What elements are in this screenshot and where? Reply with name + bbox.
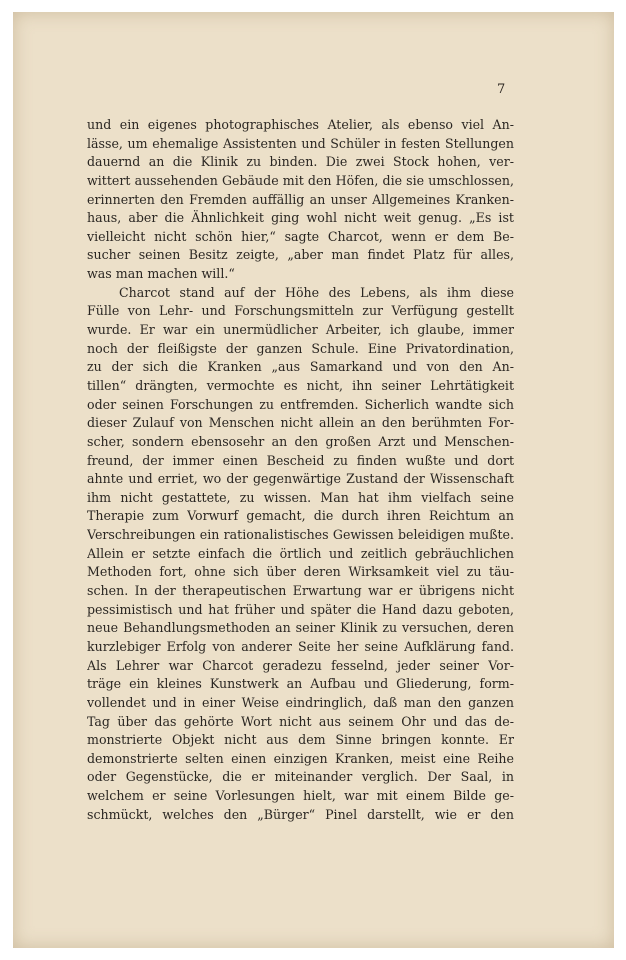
- text-line: schmückt, welches den „Bürger“ Pinel darstellt, wie er den: [87, 806, 514, 822]
- text-line: was man machen will.“: [87, 266, 235, 282]
- page-number: 7: [497, 82, 506, 97]
- text-line: schen. In der therapeutischen Erwartung war er übrigens nicht: [87, 583, 514, 599]
- text-line: Therapie zum Vorwurf gemacht, die durch ihren Reichtum an: [87, 508, 514, 524]
- text-line: ihm nicht gestattete, zu wissen. Man hat ihm vielfach seine: [87, 489, 514, 505]
- text-line: Verschreibungen ein rationalistisches Gewissen beleidigen mußte.: [87, 527, 514, 543]
- text-line: oder Gegenstücke, die er miteinander verglich. Der Saal, in: [87, 769, 514, 785]
- text-line: neue Behandlungsmethoden an seiner Klinik zu versuchen, deren: [87, 620, 514, 636]
- text-line: wurde. Er war ein unermüdlicher Arbeiter, ich glaube, immer: [87, 322, 514, 338]
- text-line: sucher seinen Besitz zeigte, „aber man findet Platz für alles,: [87, 247, 514, 263]
- text-line: monstrierte Objekt nicht aus dem Sinne bringen konnte. Er: [87, 732, 514, 748]
- text-line: Methoden fort, ohne sich über deren Wirksamkeit viel zu täu-: [87, 564, 514, 580]
- text-line: erinnerten den Fremden auffällig an unser Allgemeines Kranken-: [87, 191, 514, 207]
- text-line: demonstrierte selten einen einzigen Kranken, meist eine Reihe: [87, 750, 514, 766]
- text-line: wittert aussehenden Gebäude mit den Höfen, die sie umschlossen,: [87, 172, 514, 188]
- text-line: haus, aber die Ähnlichkeit ging wohl nicht weit genug. „Es ist: [87, 210, 514, 226]
- text-line: freund, der immer einen Bescheid zu finden wußte und dort: [87, 452, 514, 468]
- text-line: dieser Zulauf von Menschen nicht allein an den berühmten For-: [87, 415, 514, 431]
- text-line: kurzlebiger Erfolg von anderer Seite her seine Aufklärung fand.: [87, 638, 514, 654]
- text-line: Als Lehrer war Charcot geradezu fesselnd, jeder seiner Vor-: [87, 657, 514, 673]
- text-line: noch der fleißigste der ganzen Schule. Eine Privatordination,: [87, 340, 514, 356]
- text-line: vielleicht nicht schön hier,“ sagte Charcot, wenn er dem Be-: [87, 228, 514, 244]
- text-line: ahnte und erriet, wo der gegenwärtige Zustand der Wissenschaft: [87, 471, 514, 487]
- body-text: [87, 116, 514, 824]
- text-line: dauernd an die Klinik zu binden. Die zwei Stock hohen, ver-: [87, 154, 514, 170]
- text-line: oder seinen Forschungen zu entfremden. Sicherlich wandte sich: [87, 396, 514, 412]
- text-line: vollendet und in einer Weise eindringlich, daß man den ganzen: [87, 694, 514, 710]
- text-line: tillen“ drängten, vermochte es nicht, ihn seiner Lehrtätigkeit: [87, 377, 514, 393]
- text-line: pessimistisch und hat früher und später die Hand dazu geboten,: [87, 601, 514, 617]
- text-line: träge ein kleines Kunstwerk an Aufbau und Gliederung, form-: [87, 676, 514, 692]
- text-line: welchem er seine Vorlesungen hielt, war mit einem Bilde ge-: [87, 788, 514, 804]
- text-line: Charcot stand auf der Höhe des Lebens, als ihm diese: [119, 284, 514, 300]
- text-line: scher, sondern ebensosehr an den großen Arzt und Menschen-: [87, 433, 514, 449]
- text-line: Allein er setzte einfach die örtlich und zeitlich gebräuchlichen: [87, 545, 514, 561]
- text-line: Tag über das gehörte Wort nicht aus seinem Ohr und das de-: [87, 713, 514, 729]
- text-line: zu der sich die Kranken „aus Samarkand und von den An-: [87, 359, 514, 375]
- text-line: Fülle von Lehr- und Forschungsmitteln zur Verfügung gestellt: [87, 303, 514, 319]
- text-line: und ein eigenes photographisches Atelier, als ebenso viel An-: [87, 117, 514, 132]
- text-line: lässe, um ehemalige Assistenten und Schüler in festen Stellungen: [87, 135, 514, 151]
